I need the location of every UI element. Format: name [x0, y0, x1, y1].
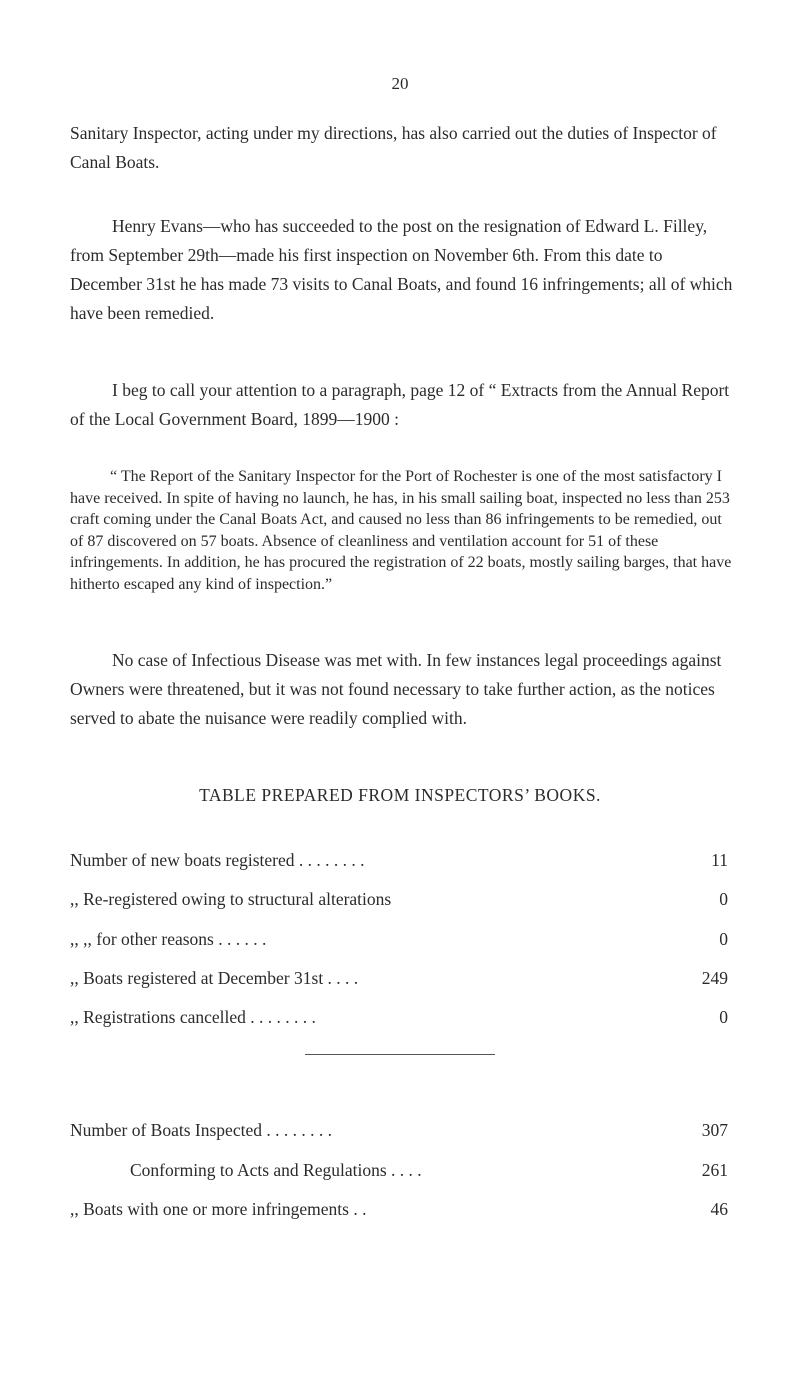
table-row: [70, 848, 728, 872]
table-row: [70, 1118, 728, 1142]
row-value: 0: [719, 929, 728, 949]
table-row: [70, 927, 728, 951]
table-row: [130, 1158, 728, 1182]
paragraph-attention: I beg to call your attention to a paragraph, page 12 of “ Extracts from the Annual Report of the Local Government Board, 1899—1900 :: [70, 380, 730, 429]
row-label: ,, Registrations cancelled . . . . . . . .: [70, 1007, 316, 1027]
row-value: 46: [710, 1199, 728, 1219]
quoted-report: “ The Report of the Sanitary Inspector for the Port of Rochester is one of the most satisfactory I have received. In spite of having no launch, he has, in his small sailing boat, inspected no less than 253 craft coming under the Canal Boats Act, and caused no less than 86 infringements to be remedied, out of 87 discovered on 57 boats. Absence of cleanliness and ventilation account for 51 of these infringements. In addition, he has procured the registration of 22 boats, mostly sailing barges, that have hitherto escaped any kind of inspection.”: [70, 468, 732, 593]
table-row: [70, 966, 728, 990]
row-value: 0: [719, 1007, 728, 1027]
row-value: 0: [719, 889, 728, 909]
row-label: ,, Re-registered owing to structural alterations: [70, 889, 392, 909]
row-value: 307: [701, 1120, 728, 1140]
table-title: TABLE PREPARED FROM INSPECTORS’ BOOKS.: [199, 785, 601, 805]
row-value: 11: [711, 850, 728, 870]
table-row: [70, 1197, 728, 1221]
row-label: Number of new boats registered . . . . . . . .: [70, 850, 365, 870]
row-label: ,, Boats registered at December 31st . . . .: [70, 968, 359, 988]
row-label: Conforming to Acts and Regulations . . . .: [130, 1160, 422, 1180]
row-label: ,, ,, for other reasons . . . . . .: [70, 929, 267, 949]
paragraph-infectious-disease: No case of Infectious Disease was met with. In few instances legal proceedings against Owners were threatened, but it was not found necessary to take further action, as the notices served to abate the nuisance were readily complied with.: [70, 650, 722, 728]
table-row: [70, 1005, 728, 1029]
row-label: Number of Boats Inspected . . . . . . . .: [70, 1120, 332, 1140]
row-value: 249: [701, 968, 728, 988]
row-label: ,, Boats with one or more infringements . .: [70, 1199, 367, 1219]
row-value: 261: [701, 1160, 728, 1180]
divider-rule: [305, 1054, 495, 1055]
paragraph-inspector-duties: Sanitary Inspector, acting under my directions, has also carried out the duties of Inspector of Canal Boats.: [70, 123, 717, 172]
page-number: 20: [391, 74, 409, 93]
paragraph-henry-evans: Henry Evans—who has succeeded to the post on the resignation of Edward L. Filley, from September 29th—made his first inspection on November 6th. From this date to December 31st he has made 73 visits to Canal Boats, and found 16 infringements; all of which have been remedied.: [70, 216, 733, 323]
table-row: [70, 887, 728, 911]
